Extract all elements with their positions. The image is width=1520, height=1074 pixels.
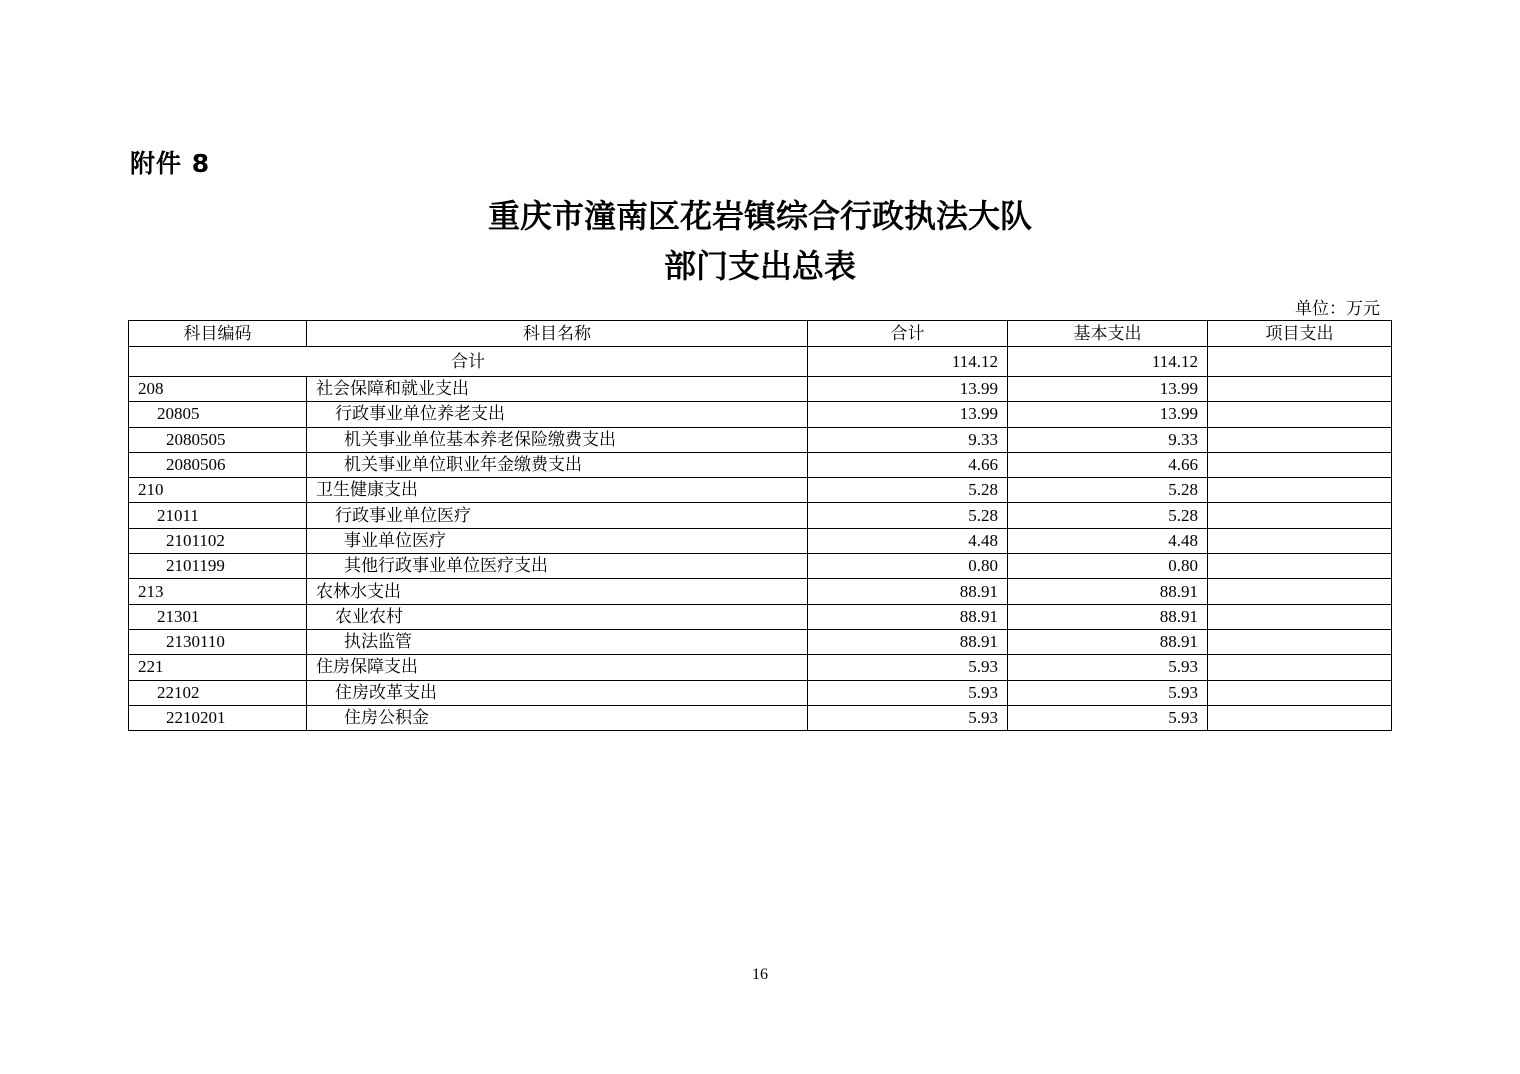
code-cell: 20805 [129,402,307,427]
total-cell: 9.33 [808,427,1008,452]
project-cell [1208,680,1392,705]
project-cell [1208,579,1392,604]
project-cell [1208,528,1392,553]
table-row [129,554,1392,579]
total-cell: 0.80 [808,554,1008,579]
table-header-row [129,321,1392,347]
project-cell [1208,452,1392,477]
expenditure-table [128,320,1392,731]
table-row [129,579,1392,604]
name-cell: 住房改革支出 [307,680,808,705]
code-cell: 2101102 [129,528,307,553]
total-cell: 88.91 [808,629,1008,654]
total-cell: 13.99 [808,377,1008,402]
header-code: 科目编码 [129,321,307,347]
basic-cell: 5.93 [1008,680,1208,705]
name-cell: 农业农村 [307,604,808,629]
total-cell: 5.93 [808,705,1008,730]
code-cell: 2210201 [129,705,307,730]
code-cell: 213 [129,579,307,604]
name-cell: 机关事业单位职业年金缴费支出 [307,452,808,477]
total-cell: 5.93 [808,680,1008,705]
total-cell: 5.28 [808,503,1008,528]
total-cell: 88.91 [808,604,1008,629]
table-row [129,528,1392,553]
project-cell [1208,705,1392,730]
total-cell: 88.91 [808,579,1008,604]
project-cell [1208,427,1392,452]
total-project [1208,347,1392,377]
total-amount: 114.12 [808,347,1008,377]
total-cell: 4.66 [808,452,1008,477]
name-cell: 卫生健康支出 [307,478,808,503]
code-cell: 210 [129,478,307,503]
project-cell [1208,655,1392,680]
basic-cell: 5.28 [1008,478,1208,503]
code-cell: 221 [129,655,307,680]
table-row [129,427,1392,452]
name-cell: 执法监管 [307,629,808,654]
name-cell: 事业单位医疗 [307,528,808,553]
project-cell [1208,402,1392,427]
project-cell [1208,377,1392,402]
project-cell [1208,604,1392,629]
total-basic: 114.12 [1008,347,1208,377]
name-cell: 农林水支出 [307,579,808,604]
attachment-label: 附件 8 [130,149,211,178]
basic-cell: 88.91 [1008,604,1208,629]
name-cell: 社会保障和就业支出 [307,377,808,402]
code-cell: 22102 [129,680,307,705]
basic-cell: 5.93 [1008,705,1208,730]
project-cell [1208,554,1392,579]
header-name: 科目名称 [307,321,808,347]
table-row [129,503,1392,528]
code-cell: 21011 [129,503,307,528]
table-row [129,680,1392,705]
table-row [129,452,1392,477]
table-row [129,604,1392,629]
basic-cell: 0.80 [1008,554,1208,579]
document-subtitle: 部门支出总表 [663,247,856,285]
name-cell: 住房公积金 [307,705,808,730]
code-cell: 208 [129,377,307,402]
document-title: 重庆市潼南区花岩镇综合行政执法大队 [487,197,1032,235]
total-cell: 5.28 [808,478,1008,503]
header-basic: 基本支出 [1008,321,1208,347]
table-row [129,705,1392,730]
table-row [129,655,1392,680]
page-number: 16 [752,966,768,983]
total-label: 合计 [129,347,808,377]
total-row [129,347,1392,377]
name-cell: 其他行政事业单位医疗支出 [307,554,808,579]
code-cell: 2080506 [129,452,307,477]
header-project: 项目支出 [1208,321,1392,347]
basic-cell: 88.91 [1008,629,1208,654]
table-row [129,402,1392,427]
basic-cell: 13.99 [1008,377,1208,402]
basic-cell: 88.91 [1008,579,1208,604]
basic-cell: 4.48 [1008,528,1208,553]
code-cell: 2101199 [129,554,307,579]
code-cell: 2080505 [129,427,307,452]
basic-cell: 9.33 [1008,427,1208,452]
basic-cell: 4.66 [1008,452,1208,477]
header-total: 合计 [808,321,1008,347]
unit-label: 单位：万元 [1295,299,1380,318]
table-row [129,478,1392,503]
table-row [129,377,1392,402]
project-cell [1208,478,1392,503]
name-cell: 行政事业单位养老支出 [307,402,808,427]
name-cell: 住房保障支出 [307,655,808,680]
code-cell: 21301 [129,604,307,629]
basic-cell: 5.93 [1008,655,1208,680]
total-cell: 13.99 [808,402,1008,427]
total-cell: 5.93 [808,655,1008,680]
basic-cell: 13.99 [1008,402,1208,427]
total-cell: 4.48 [808,528,1008,553]
name-cell: 机关事业单位基本养老保险缴费支出 [307,427,808,452]
basic-cell: 5.28 [1008,503,1208,528]
table-row [129,629,1392,654]
name-cell: 行政事业单位医疗 [307,503,808,528]
project-cell [1208,503,1392,528]
project-cell [1208,629,1392,654]
code-cell: 2130110 [129,629,307,654]
